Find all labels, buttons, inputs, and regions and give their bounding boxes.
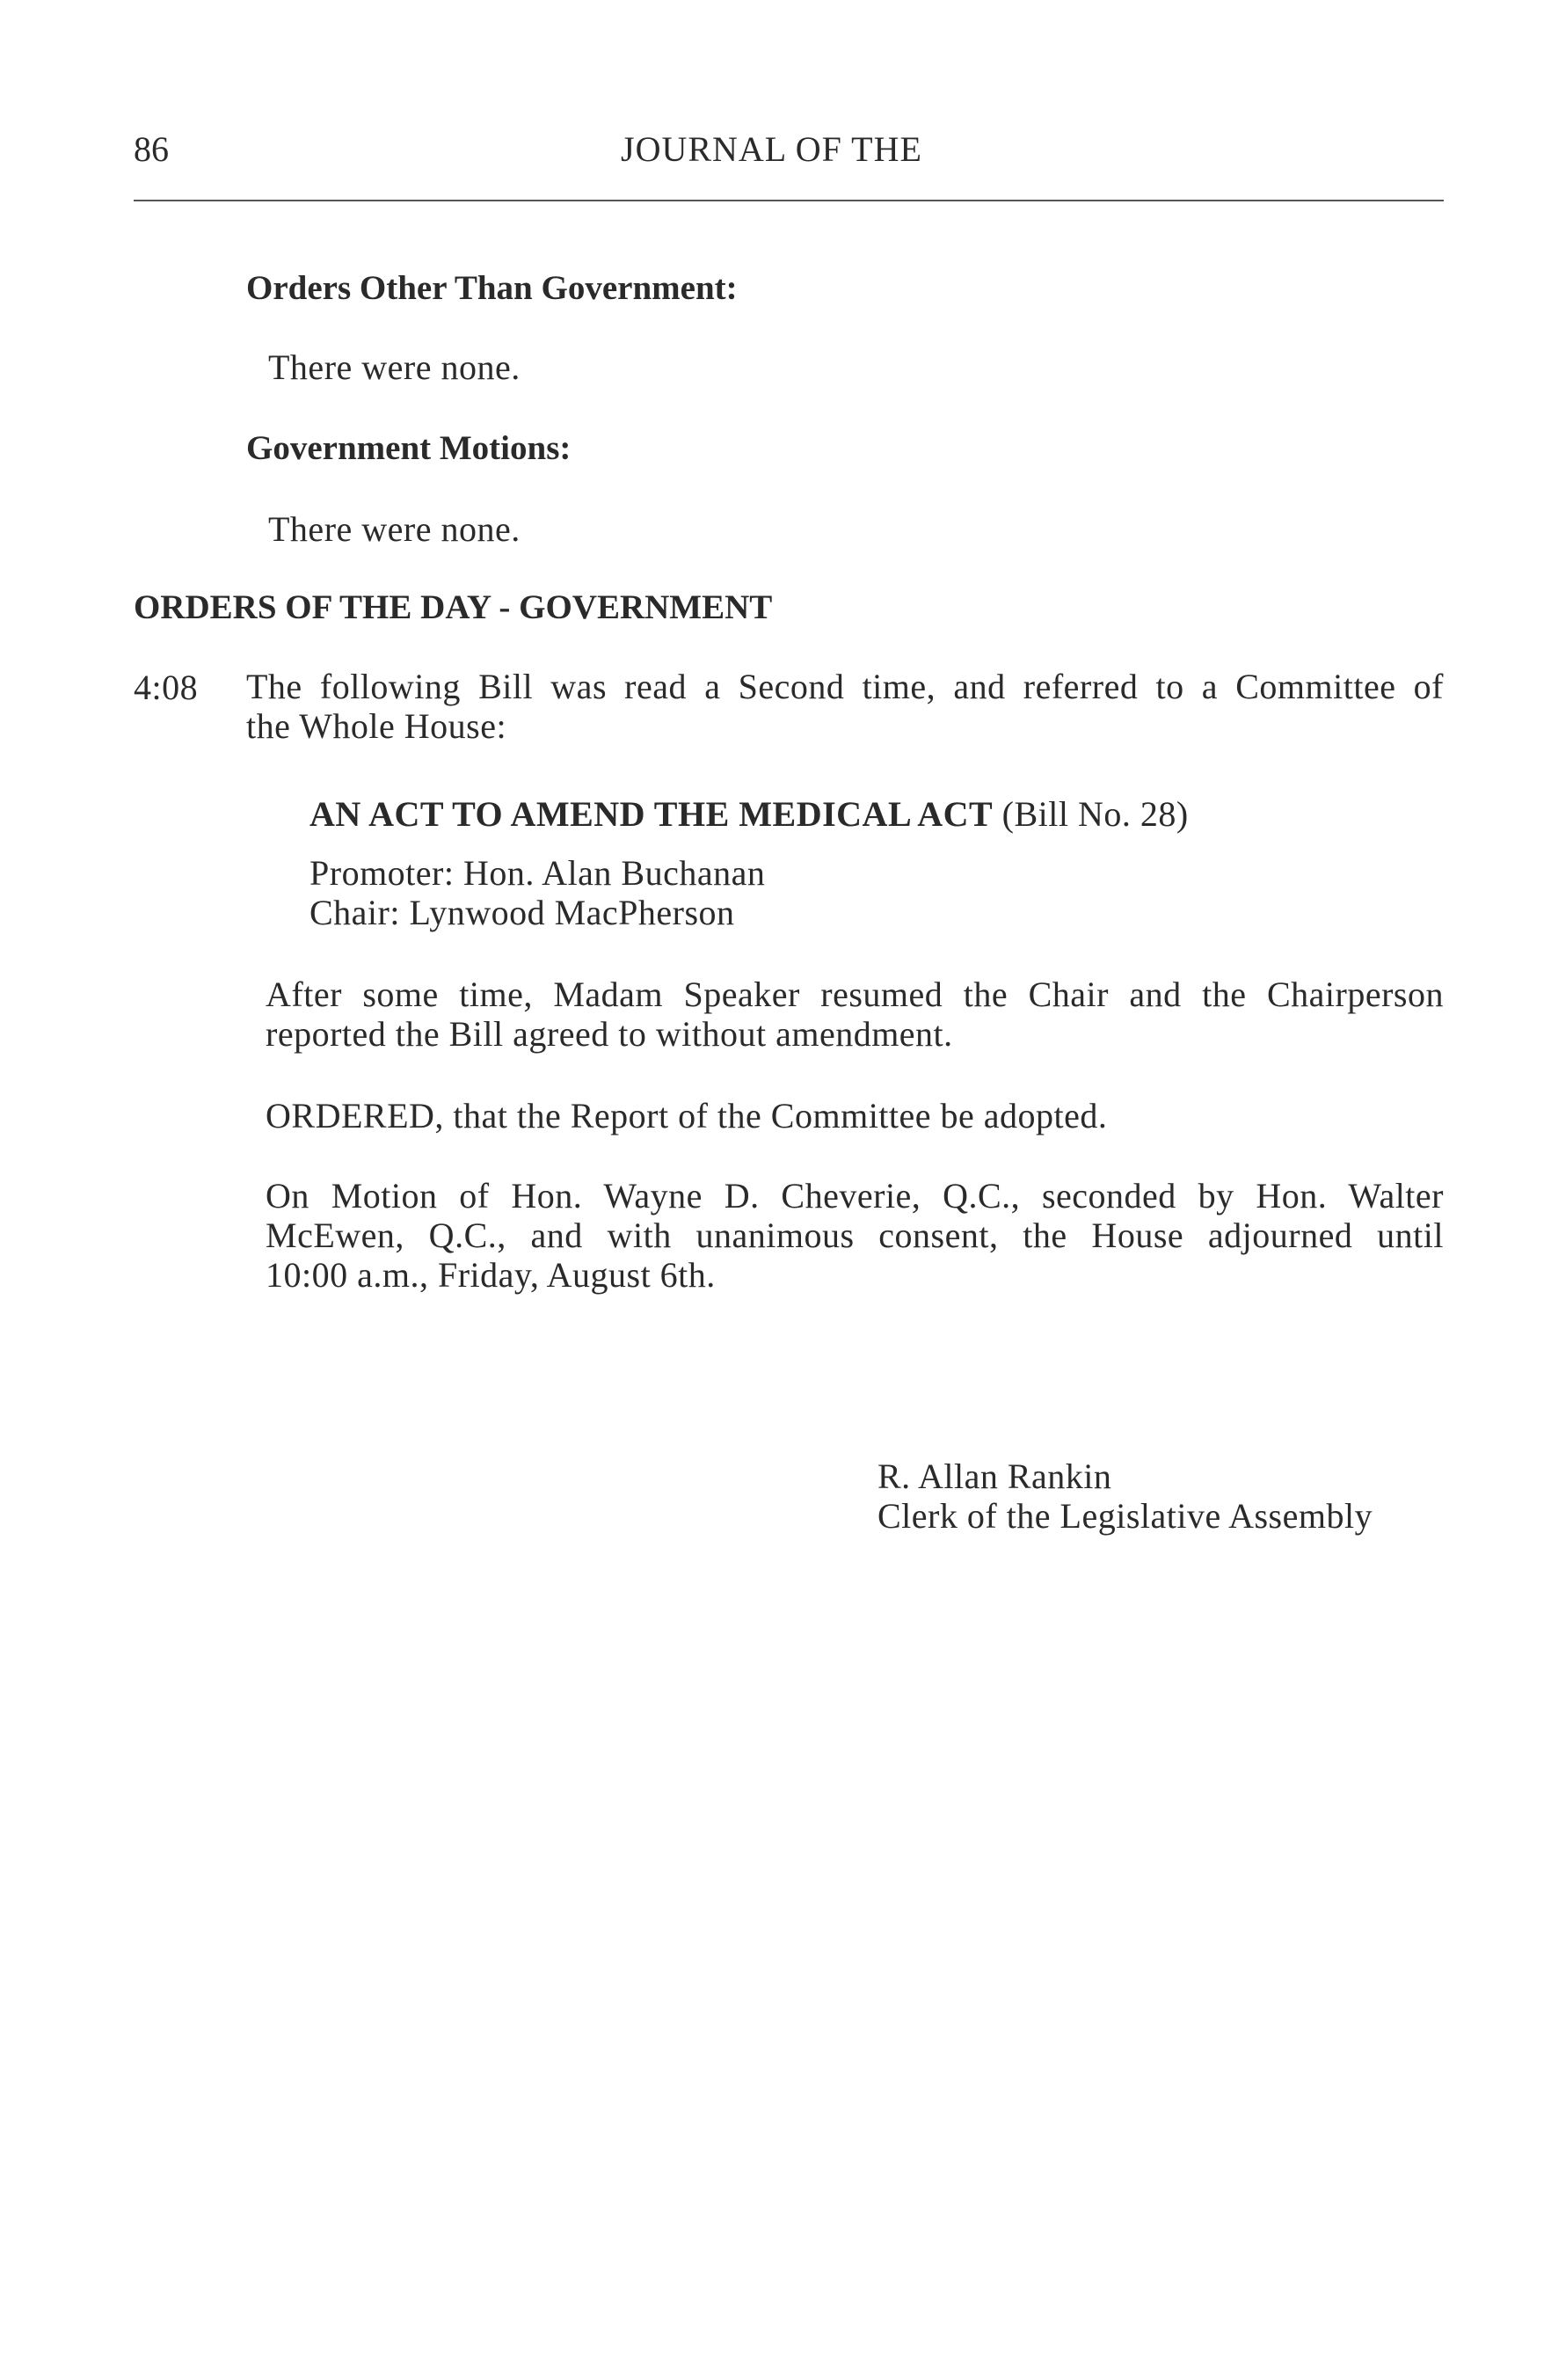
government-motions-heading: Government Motions:: [246, 429, 572, 467]
chair: Chair: Lynwood MacPherson: [309, 893, 735, 932]
government-motions-text: There were none.: [268, 509, 521, 549]
second-reading-line: The following Bill was read a Second time, and referred to a Committee of: [246, 667, 1444, 706]
orders-other-heading: Orders Other Than Government:: [246, 269, 738, 307]
running-head: JOURNAL OF THE: [621, 129, 922, 169]
adjournment-line: McEwen, Q.C., and with unanimous consent, the House adjourned until: [266, 1216, 1444, 1255]
entry-time: 4:08: [134, 668, 199, 707]
adjournment-line: 10:00 a.m., Friday, August 6th.: [266, 1255, 716, 1295]
signature-block: [877, 1456, 1440, 1536]
bill-title: AN ACT TO AMEND THE MEDICAL ACT: [309, 794, 994, 834]
second-reading-paragraph: [246, 667, 1444, 746]
signatory-name: R. Allan Rankin: [877, 1456, 1112, 1496]
ordered-statement: ORDERED, that the Report of the Committee be adopted.: [266, 1096, 1108, 1135]
signatory-title: Clerk of the Legislative Assembly: [877, 1496, 1373, 1536]
committee-report-paragraph: [266, 975, 1444, 1054]
header-rule: [134, 200, 1444, 201]
page-number: 86: [134, 129, 169, 169]
second-reading-line: the Whole House:: [246, 706, 507, 746]
promoter: Promoter: Hon. Alan Buchanan: [309, 853, 766, 893]
adjournment-paragraph: [266, 1176, 1444, 1295]
bill-number: (Bill No. 28): [1001, 794, 1189, 834]
orders-other-text: There were none.: [268, 347, 521, 387]
adjournment-line: On Motion of Hon. Wayne D. Cheverie, Q.C., seconded by Hon. Walter: [266, 1176, 1444, 1216]
committee-report-line: reported the Bill agreed to without amendment.: [266, 1014, 953, 1054]
bill-details: [309, 853, 1101, 932]
bill-line: [309, 793, 1189, 835]
committee-report-line: After some time, Madam Speaker resumed the Chair and the Chairperson: [266, 975, 1444, 1014]
orders-of-the-day-heading: ORDERS OF THE DAY - GOVERNMENT: [134, 588, 773, 626]
